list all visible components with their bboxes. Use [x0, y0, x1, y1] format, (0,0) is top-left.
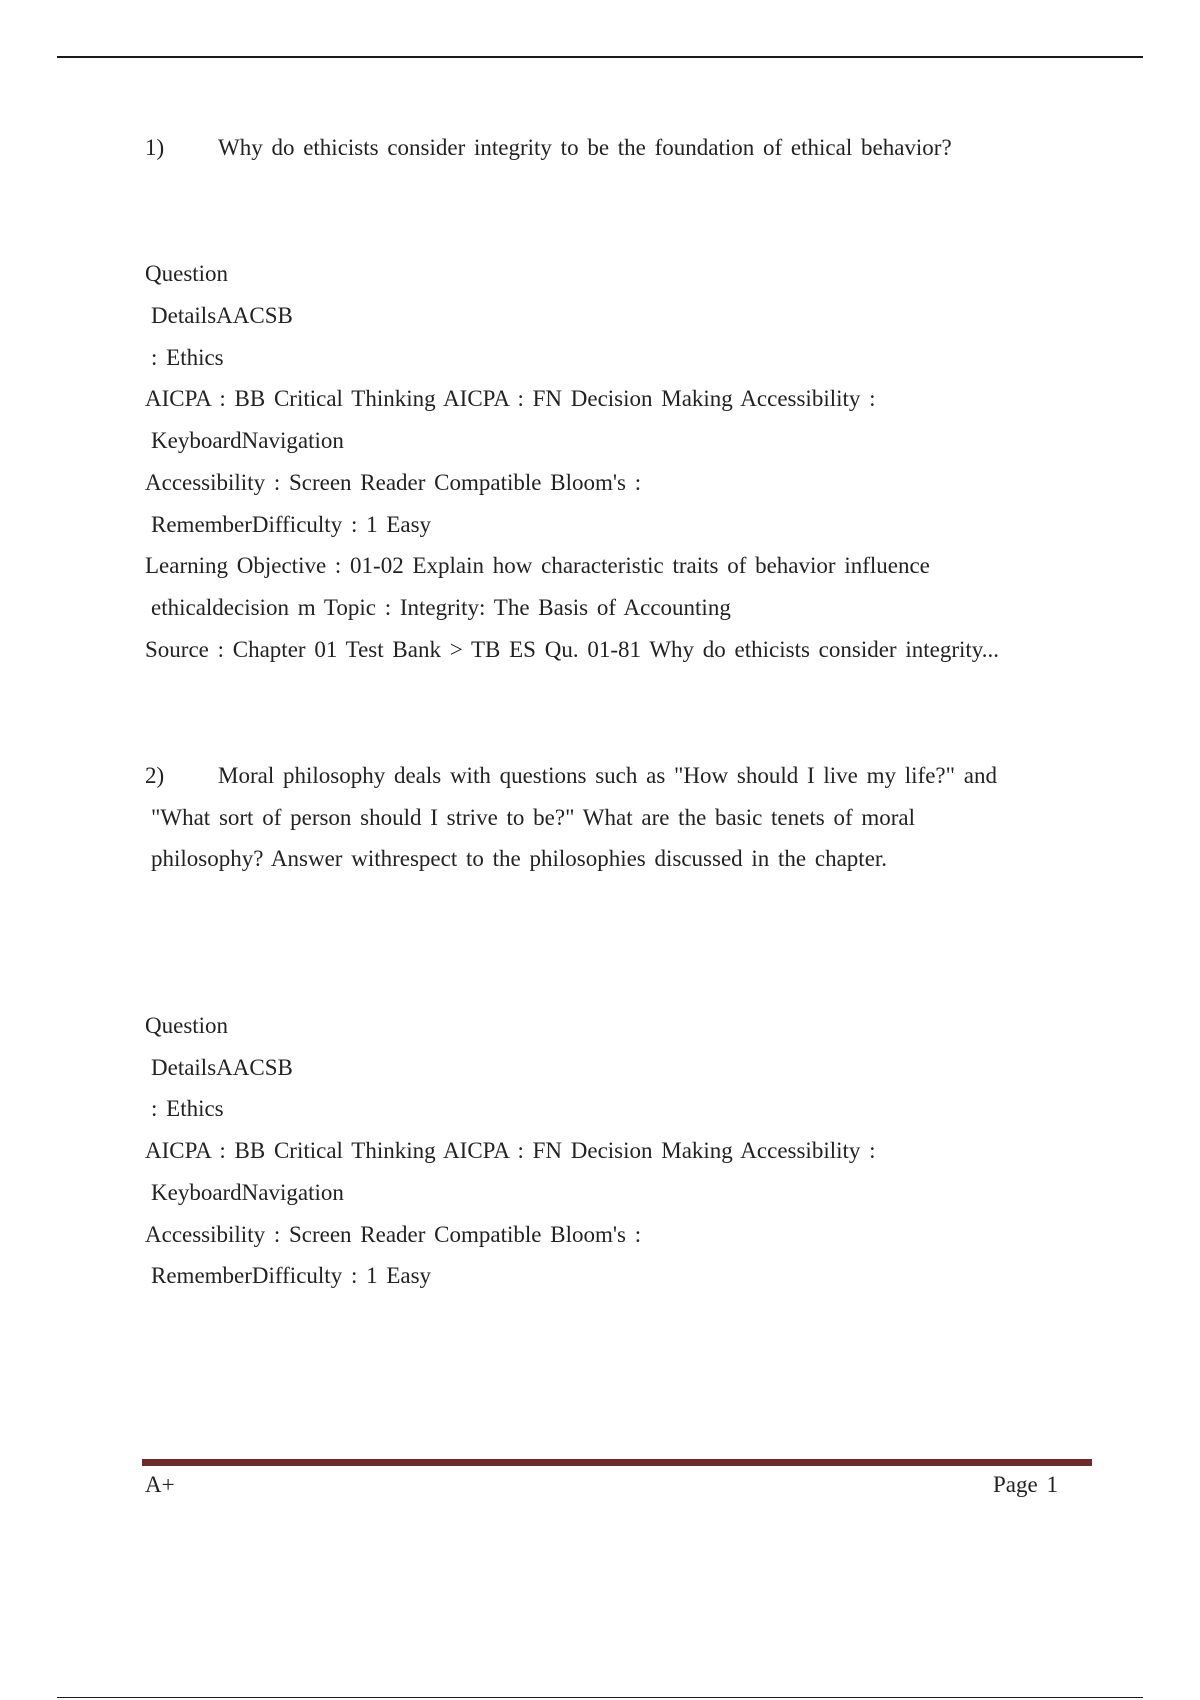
- details-line: Accessibility : Screen Reader Compatible Bloom's :: [145, 1222, 642, 1247]
- details-line: Learning Objective : 01-02 Explain how characteristic traits of behavior influence: [145, 553, 930, 578]
- details-line: Question: [145, 261, 229, 286]
- footer-rule: [142, 1459, 1092, 1466]
- details-line: : Ethics: [151, 345, 224, 370]
- question-text: philosophy? Answer withrespect to the philosophies discussed in the chapter.: [151, 846, 888, 871]
- details-line: RememberDifficulty : 1 Easy: [151, 1263, 432, 1288]
- details-line: DetailsAACSB: [151, 1055, 293, 1080]
- footer-grade-label: A+: [145, 1472, 175, 1497]
- details-line: Source : Chapter 01 Test Bank > TB ES Qu. 01-81 Why do ethicists consider integrity...: [145, 637, 1000, 662]
- page-number: Page 1: [993, 1472, 1058, 1497]
- details-line: RememberDifficulty : 1 Easy: [151, 512, 432, 537]
- details-line: AICPA : BB Critical Thinking AICPA : FN Decision Making Accessibility :: [145, 1138, 876, 1163]
- top-rule: [57, 56, 1143, 58]
- question-number: 2): [145, 763, 165, 788]
- question-text: Moral philosophy deals with questions such as "How should I live my life?" and: [218, 763, 997, 788]
- question-text: Why do ethicists consider integrity to be the foundation of ethical behavior?: [218, 135, 952, 160]
- details-line: KeyboardNavigation: [151, 428, 344, 453]
- question-number: 1): [145, 135, 165, 160]
- details-line: ethicaldecision m Topic : Integrity: The Basis of Accounting: [151, 595, 731, 620]
- question-text: "What sort of person should I strive to be?" What are the basic tenets of moral: [151, 805, 915, 830]
- details-line: Question: [145, 1013, 229, 1038]
- bottom-rule: [57, 1697, 1143, 1698]
- details-line: : Ethics: [151, 1096, 224, 1121]
- details-line: KeyboardNavigation: [151, 1180, 344, 1205]
- details-line: DetailsAACSB: [151, 303, 293, 328]
- details-line: AICPA : BB Critical Thinking AICPA : FN Decision Making Accessibility :: [145, 386, 876, 411]
- details-line: Accessibility : Screen Reader Compatible Bloom's :: [145, 470, 642, 495]
